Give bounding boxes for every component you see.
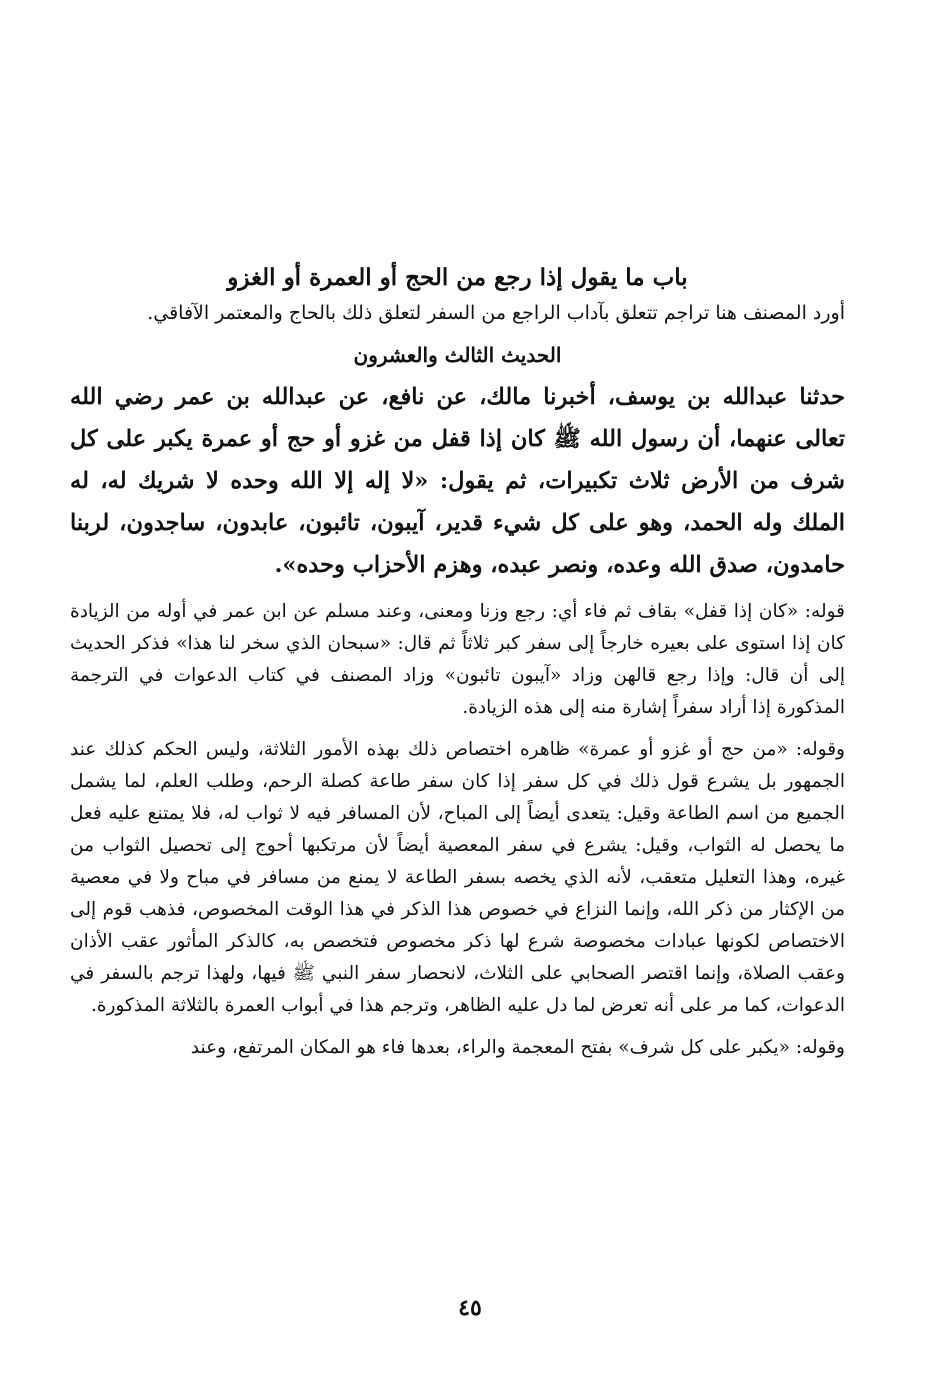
hadith-text: حدثنا عبدالله بن يوسف، أخبرنا مالك، عن نافع، عن عبدالله بن عمر رضي الله تعالى عنهما، أن رسول الله ﷺ كان إذا قفل من غزو أو حج أو عمرة يكبر على كل شرف من الأرض ثلاث تكبيرات، ثم يقول: «لا إله إلا الله وحده لا شريك له، له الملك وله الحمد، وهو على كل شيء قدير، آيبون، تائبون، عابدون، ساجدون، لربنا حامدون، صدق الله وعده، ونصر عبده، وهزم الأحزاب وحده». <box>70 384 845 578</box>
chapter-intro: أورد المصنف هنا تراجم تتعلق بآداب الراجع من السفر لتعلق ذلك بالحاج والمعتمر الآفاقي. <box>147 302 845 324</box>
chapter-title: باب ما يقول إذا رجع من الحج أو العمرة أو الغزو <box>227 264 688 291</box>
commentary-paragraph-2: وقوله: «من حج أو غزو أو عمرة» ظاهره اختصاص ذلك بهذه الأمور الثلاثة، وليس الحكم كذلك عند الجمهور بل يشرع قول ذلك في كل سفر إذا كان سفر طاعة كصلة الرحم، وطلب العلم، لما يشمل الجميع من اسم الطاعة وقيل: يتعدى أيضاً إلى المباح، لأن المسافر فيه لا ثواب له، فلا يمتنع عليه فعل ما يحصل له الثواب، وقيل: يشرع في سفر المعصية أيضاً لأن مرتكبها أحوج إلى تحصيل الثواب من غيره، وهذا التعليل متعقب، لأنه الذي يخصه بسفر الطاعة لا يمنع من مسافر في مباح ولا في معصية من الإكثار من ذكر الله، وإنما النزاع في خصوص هذا الذكر في هذا الوقت المخصوص، فذهب قوم إلى الاختصاص لكونها عبادات مخصوصة شرع لها ذكر مخصوص فتخصص به، كالذكر المأثور عقب الأذان وعقب الصلاة، وإنما اقتصر الصحابي على الثلاث، لانحصار سفر النبي ﷺ فيها، ولهذا ترجم بالسفر في الدعوات، كما مر على أنه تعرض لما دل عليه الظاهر، وترجم هذا في أبواب العمرة بالثلاثة المذكورة. <box>70 739 845 1016</box>
document-page <box>70 250 845 1064</box>
hadith-heading: الحديث الثالث والعشرون <box>353 343 562 367</box>
page-number: ٤٥ <box>458 1295 482 1321</box>
commentary-paragraph-1: قوله: «كان إذا قفل» بقاف ثم فاء أي: رجع وزنا ومعنى، وعند مسلم عن ابن عمر في أوله من الزيادة كان إذا استوى على بعيره خارجاً إلى سفر كبر ثلاثاً ثم قال: «سبحان الذي سخر لنا هذا» فذكر الحديث إلى أن قال: وإذا رجع قالهن وزاد «آيبون تائبون» وزاد المصنف في كتاب الدعوات في الترجمة المذكورة إذا أراد سفراً إشارة منه إلى هذه الزيادة. <box>70 601 845 718</box>
commentary-paragraph-3: وقوله: «يكبر على كل شرف» بفتح المعجمة والراء، بعدها فاء هو المكان المرتفع، وعند <box>190 1037 845 1058</box>
